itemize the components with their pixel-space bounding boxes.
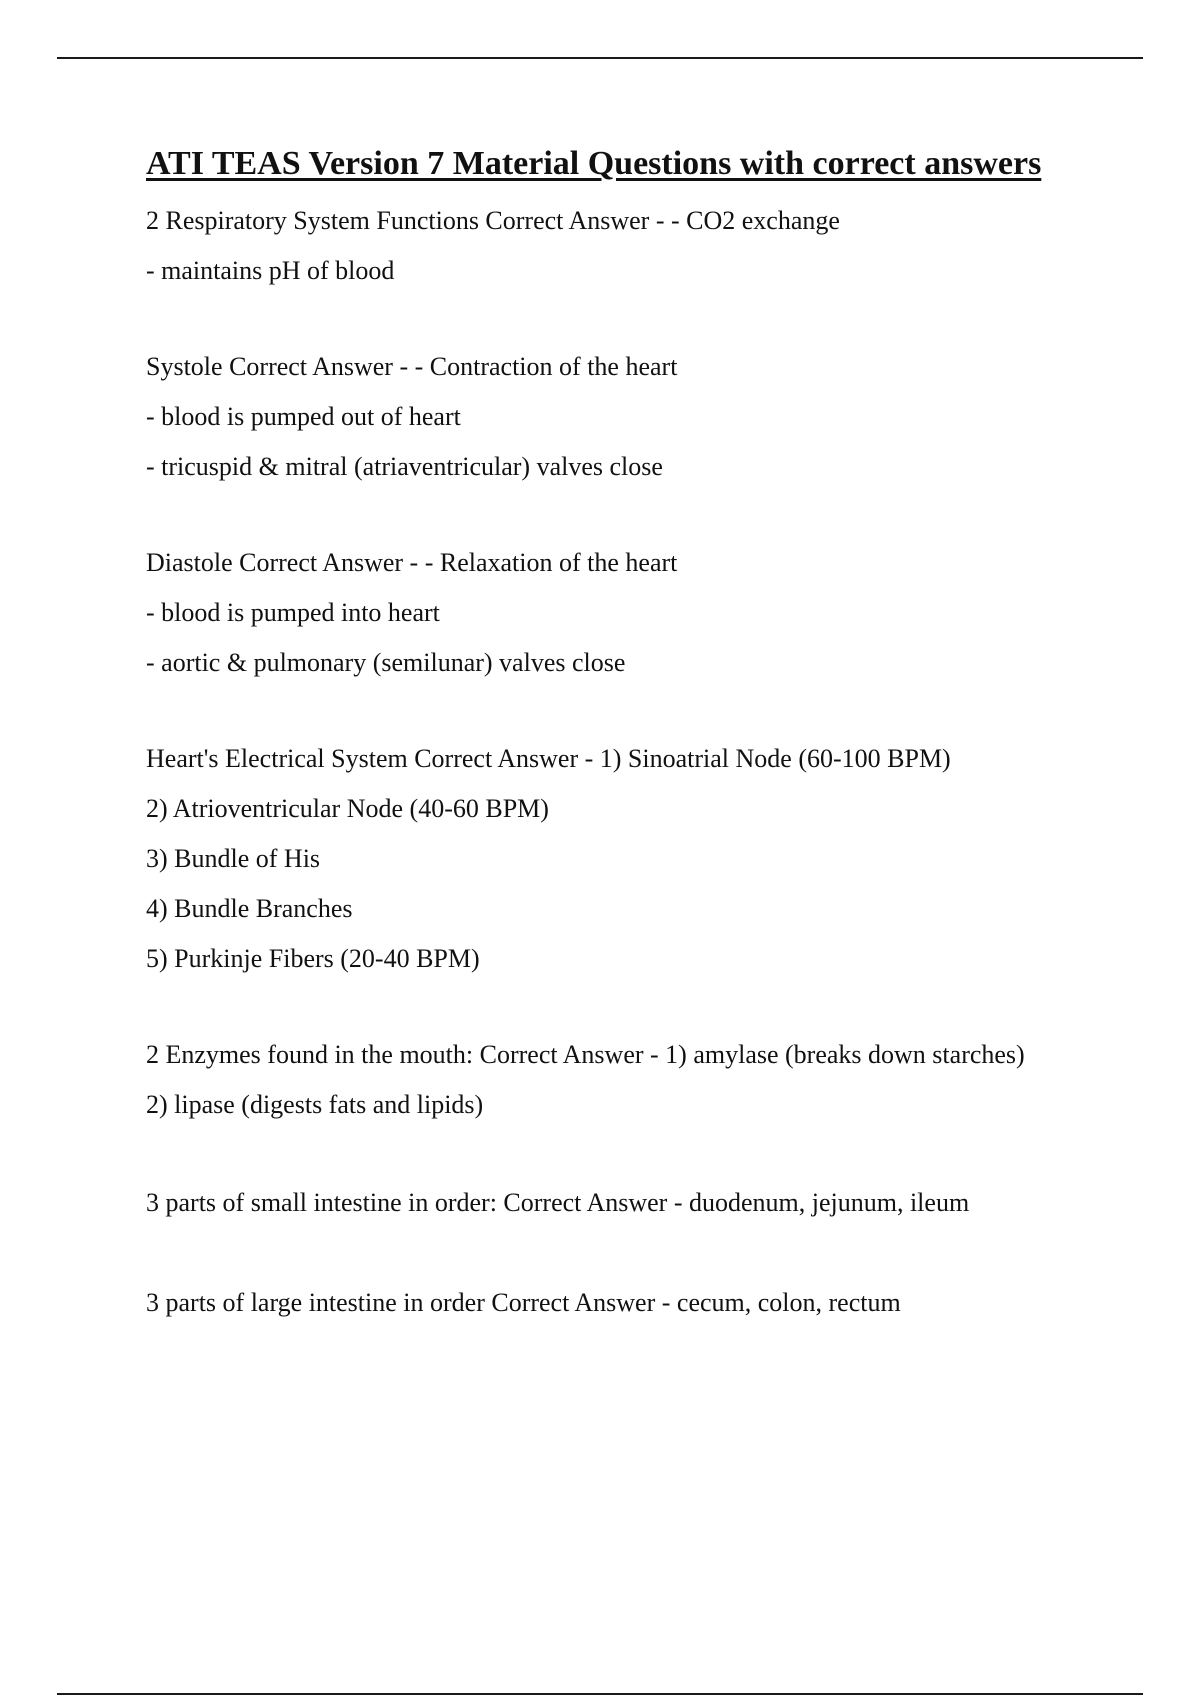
entry-line: - tricuspid & mitral (atriaventricular) valves close: [146, 452, 663, 481]
document-title: ATI TEAS Version 7 Material Questions with correct answers: [146, 145, 1042, 182]
entry-line: - blood is pumped out of heart: [146, 402, 461, 431]
entry-line: 3 parts of small intestine in order: Correct Answer - duodenum, jejunum, ileum: [146, 1188, 970, 1217]
entry-line: 2 Enzymes found in the mouth: Correct Answer - 1) amylase (breaks down starches): [146, 1040, 1025, 1069]
entry-line: 4) Bundle Branches: [146, 894, 353, 923]
qa-entry-mouth-enzymes: [146, 1037, 1056, 1123]
qa-entry-large-intestine: [146, 1285, 1056, 1321]
entry-line: Heart's Electrical System Correct Answer - 1) Sinoatrial Node (60-100 BPM): [146, 744, 951, 773]
qa-entry-diastole: [146, 545, 1056, 681]
entry-line: 2) Atrioventricular Node (40-60 BPM): [146, 794, 549, 823]
entry-line: 2) lipase (digests fats and lipids): [146, 1090, 484, 1119]
qa-entry-electrical-system: [146, 741, 1056, 977]
document-body: [146, 140, 1056, 1321]
entry-line: 3 parts of large intestine in order Correct Answer - cecum, colon, rectum: [146, 1288, 901, 1317]
bottom-divider: [57, 1693, 1143, 1695]
entry-line: - aortic & pulmonary (semilunar) valves close: [146, 648, 626, 677]
entry-line: Systole Correct Answer - - Contraction of the heart: [146, 352, 678, 381]
entry-line: 5) Purkinje Fibers (20-40 BPM): [146, 944, 480, 973]
qa-entry-respiratory: [146, 203, 1056, 289]
entry-line: - maintains pH of blood: [146, 256, 395, 285]
qa-entry-systole: [146, 349, 1056, 485]
top-divider: [57, 57, 1143, 59]
entry-line: - blood is pumped into heart: [146, 598, 440, 627]
qa-entry-small-intestine: [146, 1185, 1056, 1221]
entry-line: Diastole Correct Answer - - Relaxation of the heart: [146, 548, 678, 577]
entry-line: 3) Bundle of His: [146, 844, 321, 873]
entry-line: 2 Respiratory System Functions Correct Answer - - CO2 exchange: [146, 206, 840, 235]
